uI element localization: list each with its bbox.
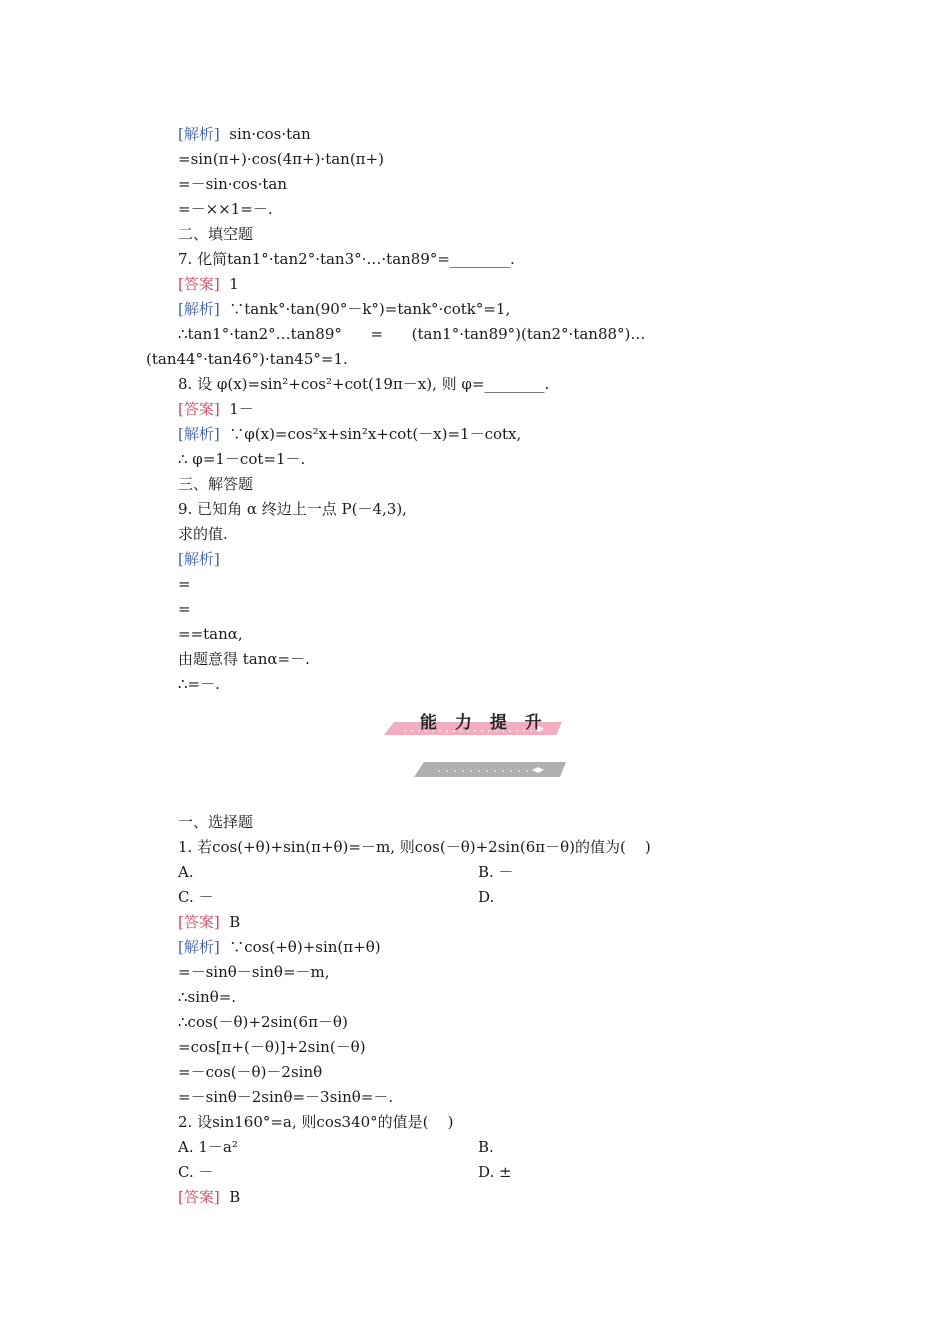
text-line xyxy=(178,374,549,394)
line-text: 2. 设sin160°=a, 则cos340°的值是( ) xyxy=(178,1113,454,1131)
line-text: (tan44°·tan46°)·tan45°=1. xyxy=(146,350,348,368)
text-line xyxy=(178,1162,213,1182)
line-text: ∵cos(+θ)+sin(π+θ) xyxy=(219,938,381,956)
text-line xyxy=(178,124,311,144)
text-line xyxy=(178,599,191,619)
text-line xyxy=(178,624,243,644)
line-text: 二、填空题 xyxy=(178,225,254,243)
line-text: ∴=－. xyxy=(178,675,220,693)
text-line xyxy=(178,1137,238,1157)
banner-title: 能 力 提 升 xyxy=(420,713,548,733)
text-line xyxy=(178,524,228,544)
line-text: ∵tank°·tan(90°－k°)=tank°·cotk°=1, xyxy=(219,300,511,318)
answer-tag: [答案] xyxy=(178,913,220,931)
text-line xyxy=(178,474,253,494)
line-text: C. － xyxy=(178,888,214,906)
line-text: =－××1=－. xyxy=(178,200,273,218)
line-text: = xyxy=(178,600,191,618)
answer-tag: [答案] xyxy=(178,1188,220,1206)
line-text: 1. 若cos(+θ)+sin(π+θ)=－m, 则cos(－θ)+2sin(6π－θ)的值为( ) xyxy=(178,838,651,856)
text-line xyxy=(178,1087,393,1107)
analysis-tag: [解析] xyxy=(178,125,220,143)
text-line xyxy=(178,574,191,594)
line-text: ∴tan1°·tan2°…tan89° = (tan1°·tan89°)(tan2°·tan88°)… xyxy=(178,325,646,343)
text-line xyxy=(178,987,236,1007)
analysis-tag: [解析] xyxy=(178,550,220,568)
line-text: A. xyxy=(178,863,194,881)
ability-banner xyxy=(384,708,564,738)
text-line xyxy=(178,862,194,882)
text-line xyxy=(178,674,220,694)
divider-banner xyxy=(414,760,569,780)
text-line xyxy=(178,274,239,294)
line-text: 1－ xyxy=(219,400,254,418)
text-line xyxy=(178,224,253,244)
line-text: 7. 化简tan1°·tan2°·tan3°·…·tan89°=________. xyxy=(178,250,515,268)
line-text: 由题意得 tanα=－. xyxy=(178,650,310,668)
line-text: 一、选择题 xyxy=(178,813,254,831)
text-line xyxy=(178,887,213,907)
line-text: = xyxy=(178,575,191,593)
line-text: C. － xyxy=(178,1163,214,1181)
option-text: D. xyxy=(478,888,495,906)
text-line xyxy=(178,249,515,269)
text-line xyxy=(178,324,645,344)
line-text: B xyxy=(219,913,241,931)
analysis-tag: [解析] xyxy=(178,938,220,956)
line-text: 9. 已知角 α 终边上一点 P(－4,3), xyxy=(178,500,407,518)
line-text: =－sin·cos·tan xyxy=(178,175,288,193)
option-text: B. － xyxy=(478,863,514,881)
text-line xyxy=(178,449,305,469)
answer-tag: [答案] xyxy=(178,400,220,418)
line-text: 三、解答题 xyxy=(178,475,254,493)
text-line xyxy=(178,549,220,569)
line-text: 求的值. xyxy=(178,525,228,543)
analysis-tag: [解析] xyxy=(178,425,220,443)
option-text: D. ± xyxy=(478,1163,512,1181)
text-line xyxy=(178,937,381,957)
line-text: 8. 设 φ(x)=sin²+cos²+cot(19π－x), 则 φ=________. xyxy=(178,375,550,393)
option-text: B. xyxy=(478,1138,494,1156)
line-text: =sin(π+)·cos(4π+)·tan(π+) xyxy=(178,150,384,168)
text-line xyxy=(178,1012,348,1032)
text-line xyxy=(146,349,348,369)
line-text: ∴sinθ=. xyxy=(178,988,237,1006)
line-text: =cos[π+(－θ)]+2sin(－θ) xyxy=(178,1038,366,1056)
line-text: ∴cos(－θ)+2sin(6π－θ) xyxy=(178,1013,348,1031)
text-line xyxy=(178,1062,322,1082)
line-text: ∴ φ=1－cot=1－. xyxy=(178,450,306,468)
text-line xyxy=(178,649,310,669)
line-text: =－sinθ－sinθ=－m, xyxy=(178,963,330,981)
text-line xyxy=(178,962,330,982)
text-line xyxy=(178,1037,366,1057)
text-line xyxy=(178,1112,453,1132)
text-line xyxy=(178,812,253,832)
line-text: ∵φ(x)=cos²x+sin²x+cot(－x)=1－cotx, xyxy=(219,425,522,443)
text-line xyxy=(178,912,240,932)
text-line xyxy=(178,499,407,519)
analysis-tag: [解析] xyxy=(178,300,220,318)
line-text: ==tanα, xyxy=(178,625,243,643)
answer-tag: [答案] xyxy=(178,275,220,293)
text-line xyxy=(178,837,651,857)
line-text: =－cos(－θ)－2sinθ xyxy=(178,1063,323,1081)
text-line xyxy=(178,1187,240,1207)
line-text: A. 1－a² xyxy=(178,1138,238,1156)
line-text: =－sinθ－2sinθ=－3sinθ=－. xyxy=(178,1088,394,1106)
text-line xyxy=(178,149,384,169)
text-line xyxy=(178,399,254,419)
text-line xyxy=(178,199,273,219)
line-text: sin·cos·tan xyxy=(219,125,311,143)
line-text: B xyxy=(219,1188,241,1206)
text-line xyxy=(178,174,287,194)
text-line xyxy=(178,424,521,444)
divider-ribbon-icon xyxy=(414,760,569,780)
line-text: 1 xyxy=(219,275,239,293)
text-line xyxy=(178,299,510,319)
